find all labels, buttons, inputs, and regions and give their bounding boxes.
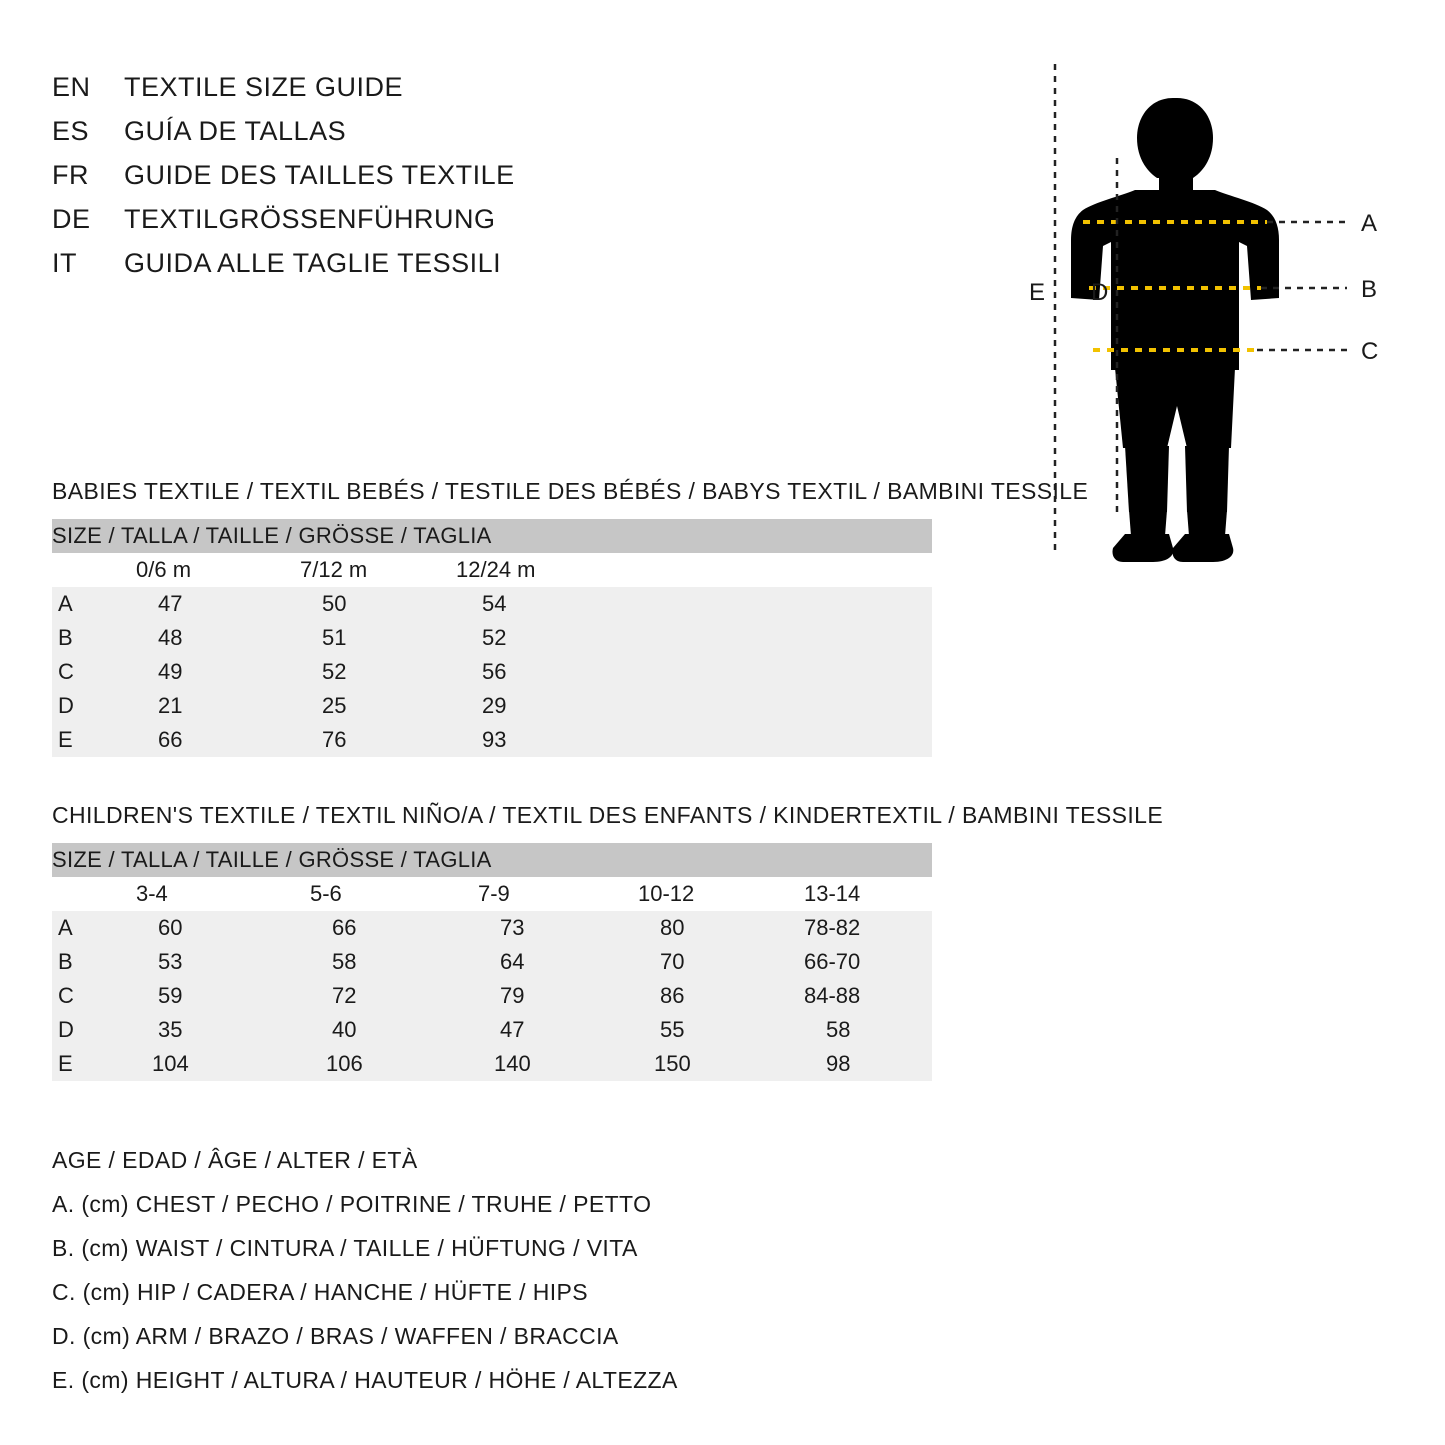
babies-row-label-a: A xyxy=(52,587,136,621)
babies-c-1: 52 xyxy=(300,655,456,689)
babies-col-empty xyxy=(52,553,136,587)
language-row-en xyxy=(52,72,752,116)
marker-a-label: A xyxy=(1361,210,1378,237)
children-row-label-c: C xyxy=(52,979,136,1013)
children-e-4: 98 xyxy=(804,1047,932,1081)
language-text-en: TEXTILE SIZE GUIDE xyxy=(124,72,404,102)
babies-section xyxy=(52,478,1242,757)
babies-row-label-b: B xyxy=(52,621,136,655)
babies-b-0: 48 xyxy=(136,621,300,655)
language-row-fr xyxy=(52,160,752,204)
babies-d-1: 25 xyxy=(300,689,456,723)
children-a-2: 73 xyxy=(478,911,638,945)
children-b-3: 70 xyxy=(638,945,804,979)
children-table-header-label: SIZE / TALLA / TAILLE / GRÖSSE / TAGLIA xyxy=(52,843,932,877)
children-section-title: CHILDREN'S TEXTILE / TEXTIL NIÑO/A / TEXTIL DES ENFANTS / KINDERTEXTIL / BAMBINI TESSILE xyxy=(52,802,1164,828)
table-row xyxy=(52,655,932,689)
children-d-3: 55 xyxy=(638,1013,804,1047)
children-c-0: 59 xyxy=(136,979,310,1013)
language-text-it: GUIDA ALLE TAGLIE TESSILI xyxy=(124,248,502,278)
babies-d-2: 29 xyxy=(456,689,932,723)
children-row-label-b: B xyxy=(52,945,136,979)
marker-d-label: D xyxy=(1091,279,1109,306)
children-d-2: 47 xyxy=(478,1013,638,1047)
table-row xyxy=(52,1013,932,1047)
legend-block xyxy=(52,1138,952,1402)
children-row-label-e: E xyxy=(52,1047,136,1081)
children-b-2: 64 xyxy=(478,945,638,979)
table-row xyxy=(52,689,932,723)
babies-b-2: 52 xyxy=(456,621,932,655)
children-col-3: 10-12 xyxy=(638,877,804,911)
children-section xyxy=(52,802,1242,1081)
babies-col-2: 12/24 m xyxy=(456,553,932,587)
marker-b-label: B xyxy=(1361,276,1378,303)
babies-row-label-c: C xyxy=(52,655,136,689)
language-code-es: ES xyxy=(52,116,90,146)
language-row-es xyxy=(52,116,752,160)
language-text-de: TEXTILGRÖSSENFÜHRUNG xyxy=(124,204,496,234)
legend-line-b: B. (cm) WAIST / CINTURA / TAILLE / HÜFTUNG / VITA xyxy=(52,1235,638,1261)
language-code-en: EN xyxy=(52,72,91,102)
legend-line-age: AGE / EDAD / ÂGE / ALTER / ETÀ xyxy=(52,1147,418,1173)
children-e-2: 140 xyxy=(478,1047,638,1081)
babies-c-2: 56 xyxy=(456,655,932,689)
children-col-0: 3-4 xyxy=(136,877,310,911)
children-d-1: 40 xyxy=(310,1013,478,1047)
language-row-de xyxy=(52,204,752,248)
children-d-0: 35 xyxy=(136,1013,310,1047)
language-code-fr: FR xyxy=(52,160,89,190)
table-row xyxy=(52,911,932,945)
language-row-it xyxy=(52,248,752,292)
legend-line-d: D. (cm) ARM / BRAZO / BRAS / WAFFEN / BRACCIA xyxy=(52,1323,619,1349)
babies-table-header-label: SIZE / TALLA / TAILLE / GRÖSSE / TAGLIA xyxy=(52,519,932,553)
babies-table-header-row xyxy=(52,519,932,553)
children-row-label-a: A xyxy=(52,911,136,945)
table-row xyxy=(52,587,932,621)
babies-row-label-d: D xyxy=(52,689,136,723)
babies-size-table xyxy=(52,519,932,757)
children-a-0: 60 xyxy=(136,911,310,945)
babies-c-0: 49 xyxy=(136,655,300,689)
babies-table-column-row xyxy=(52,553,932,587)
children-e-1: 106 xyxy=(310,1047,478,1081)
children-row-label-d: D xyxy=(52,1013,136,1047)
language-text-fr: GUIDE DES TAILLES TEXTILE xyxy=(124,160,515,190)
table-row xyxy=(52,945,932,979)
children-e-3: 150 xyxy=(638,1047,804,1081)
babies-a-1: 50 xyxy=(300,587,456,621)
table-row xyxy=(52,1047,932,1081)
children-e-0: 104 xyxy=(136,1047,310,1081)
children-a-3: 80 xyxy=(638,911,804,945)
babies-a-2: 54 xyxy=(456,587,932,621)
language-text-es: GUÍA DE TALLAS xyxy=(124,116,347,146)
legend-line-a: A. (cm) CHEST / PECHO / POITRINE / TRUHE / PETTO xyxy=(52,1191,652,1217)
marker-e-label: E xyxy=(1029,279,1046,306)
babies-section-title: BABIES TEXTILE / TEXTIL BEBÉS / TESTILE DES BÉBÉS / BABYS TEXTIL / BAMBINI TESSILE xyxy=(52,478,1089,504)
children-c-2: 79 xyxy=(478,979,638,1013)
children-a-1: 66 xyxy=(310,911,478,945)
babies-e-2: 93 xyxy=(456,723,932,757)
language-code-it: IT xyxy=(52,248,77,278)
legend-line-e: E. (cm) HEIGHT / ALTURA / HAUTEUR / HÖHE / ALTEZZA xyxy=(52,1367,678,1393)
children-col-1: 5-6 xyxy=(310,877,478,911)
children-col-4: 13-14 xyxy=(804,877,932,911)
children-col-2: 7-9 xyxy=(478,877,638,911)
children-size-table xyxy=(52,843,932,1081)
children-b-1: 58 xyxy=(310,945,478,979)
babies-row-label-e: E xyxy=(52,723,136,757)
children-b-4: 66-70 xyxy=(804,945,932,979)
children-table-header-row xyxy=(52,843,932,877)
babies-e-1: 76 xyxy=(300,723,456,757)
marker-c-label: C xyxy=(1361,338,1379,365)
children-col-empty xyxy=(52,877,136,911)
legend-line-c: C. (cm) HIP / CADERA / HANCHE / HÜFTE / HIPS xyxy=(52,1279,589,1305)
table-row xyxy=(52,979,932,1013)
children-a-4: 78-82 xyxy=(804,911,932,945)
language-title-block xyxy=(52,72,752,292)
children-b-0: 53 xyxy=(136,945,310,979)
babies-col-0: 0/6 m xyxy=(136,553,300,587)
children-d-4: 58 xyxy=(804,1013,932,1047)
children-c-4: 84-88 xyxy=(804,979,932,1013)
babies-d-0: 21 xyxy=(136,689,300,723)
children-table-column-row xyxy=(52,877,932,911)
babies-e-0: 66 xyxy=(136,723,300,757)
babies-b-1: 51 xyxy=(300,621,456,655)
table-row xyxy=(52,621,932,655)
babies-col-1: 7/12 m xyxy=(300,553,456,587)
children-c-1: 72 xyxy=(310,979,478,1013)
children-c-3: 86 xyxy=(638,979,804,1013)
babies-a-0: 47 xyxy=(136,587,300,621)
language-code-de: DE xyxy=(52,204,91,234)
table-row xyxy=(52,723,932,757)
